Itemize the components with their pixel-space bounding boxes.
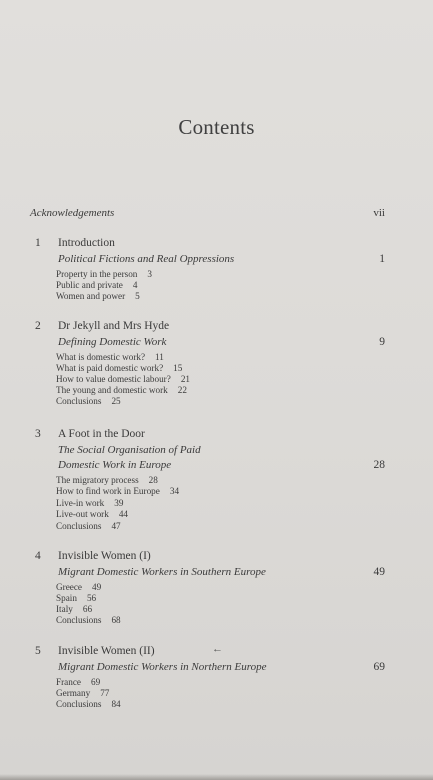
section-page: 25 [111,396,121,406]
section-page: 5 [135,291,140,301]
section-title: Greece [56,582,83,592]
section-entry [56,385,187,395]
section-page: 47 [111,521,121,531]
chapter-subtitle: Migrant Domestic Workers in Southern Europe [58,566,266,578]
page-bottom-shadow [0,774,433,780]
chapter-page: 49 [373,566,385,578]
section-entry [56,604,92,614]
chapter-title: Invisible Women (I) [58,550,151,562]
chapter-subtitle: Migrant Domestic Workers in Northern Europe [58,661,267,673]
section-title: What is domestic work? [56,352,146,362]
section-title: Germany [56,688,91,698]
section-entry [56,498,123,508]
section-entry [56,280,137,290]
chapter-number: 4 [35,550,41,562]
section-title: How to find work in Europe [56,486,160,496]
chapter-page: 1 [379,253,385,265]
section-title: Conclusions [56,615,102,625]
chapter-subtitle: Political Fictions and Real Oppressions [58,253,235,265]
section-title: Public and private [56,280,123,290]
section-title: Conclusions [56,521,102,531]
section-title: Live-out work [56,509,109,519]
section-title: The young and domestic work [56,385,168,395]
section-title: Property in the person [56,269,138,279]
section-entry [56,615,121,625]
chapter-page: 9 [379,336,385,348]
section-title: Italy [56,604,73,614]
chapter-subtitle-line-2: Domestic Work in Europe [58,459,172,471]
section-page: 49 [92,582,102,592]
section-page: 44 [118,509,129,519]
section-page: 15 [173,363,183,373]
chapter-number: 1 [35,237,41,249]
section-page: 21 [180,374,190,384]
section-page: 68 [111,615,121,625]
chapter-title: A Foot in the Door [58,428,145,440]
section-entry [56,509,128,519]
section-page: 22 [177,385,187,395]
chapter-subtitle: Defining Domestic Work [58,336,167,348]
section-entry [56,374,190,384]
section-entry [56,363,182,373]
section-entry [56,688,109,698]
section-entry [56,291,140,301]
section-entry [56,486,179,496]
section-page: 84 [111,699,121,709]
left-arrow-mark: ← [212,643,223,655]
chapter-subtitle: The Social Organisation of Paid [58,444,201,456]
section-title: What is paid domestic work? [56,363,164,373]
section-page: 11 [155,352,164,362]
chapter-number: 5 [35,645,41,657]
section-title: Spain [56,593,77,603]
section-entry [56,677,100,687]
chapter-number: 3 [35,428,41,440]
page-title: Contents [178,115,255,139]
section-title: How to value domestic labour? [56,374,171,384]
section-title: France [56,677,81,687]
section-title: Live-in work [56,498,105,508]
section-title: Conclusions [56,699,102,709]
section-title: Conclusions [56,396,102,406]
chapter-page: 28 [373,459,385,471]
section-page: 28 [148,475,158,485]
chapter-title: Invisible Women (II) [58,645,155,657]
section-page: 69 [91,677,101,687]
section-entry [56,396,121,406]
section-entry [56,593,96,603]
section-entry [56,352,164,362]
section-entry [56,582,101,592]
acknowledgements-label: Acknowledgements [30,207,115,219]
section-entry [56,699,121,709]
section-page: 39 [114,498,124,508]
section-entry [56,269,152,279]
section-entry [56,521,121,531]
chapter-number: 2 [35,320,41,332]
section-page: 56 [86,593,97,603]
section-title: Women and power [56,291,126,301]
chapter-page: 69 [373,661,385,673]
chapter-title: Dr Jekyll and Mrs Hyde [58,320,170,332]
section-page: 77 [100,688,110,698]
section-title: The migratory process [56,475,139,485]
acknowledgements-page: vii [373,207,385,219]
section-page: 3 [147,269,152,279]
section-page: 34 [169,486,180,496]
section-page: 4 [132,280,138,290]
chapter-title: Introduction [58,237,115,249]
section-page: 66 [82,604,93,614]
section-entry [56,475,158,485]
